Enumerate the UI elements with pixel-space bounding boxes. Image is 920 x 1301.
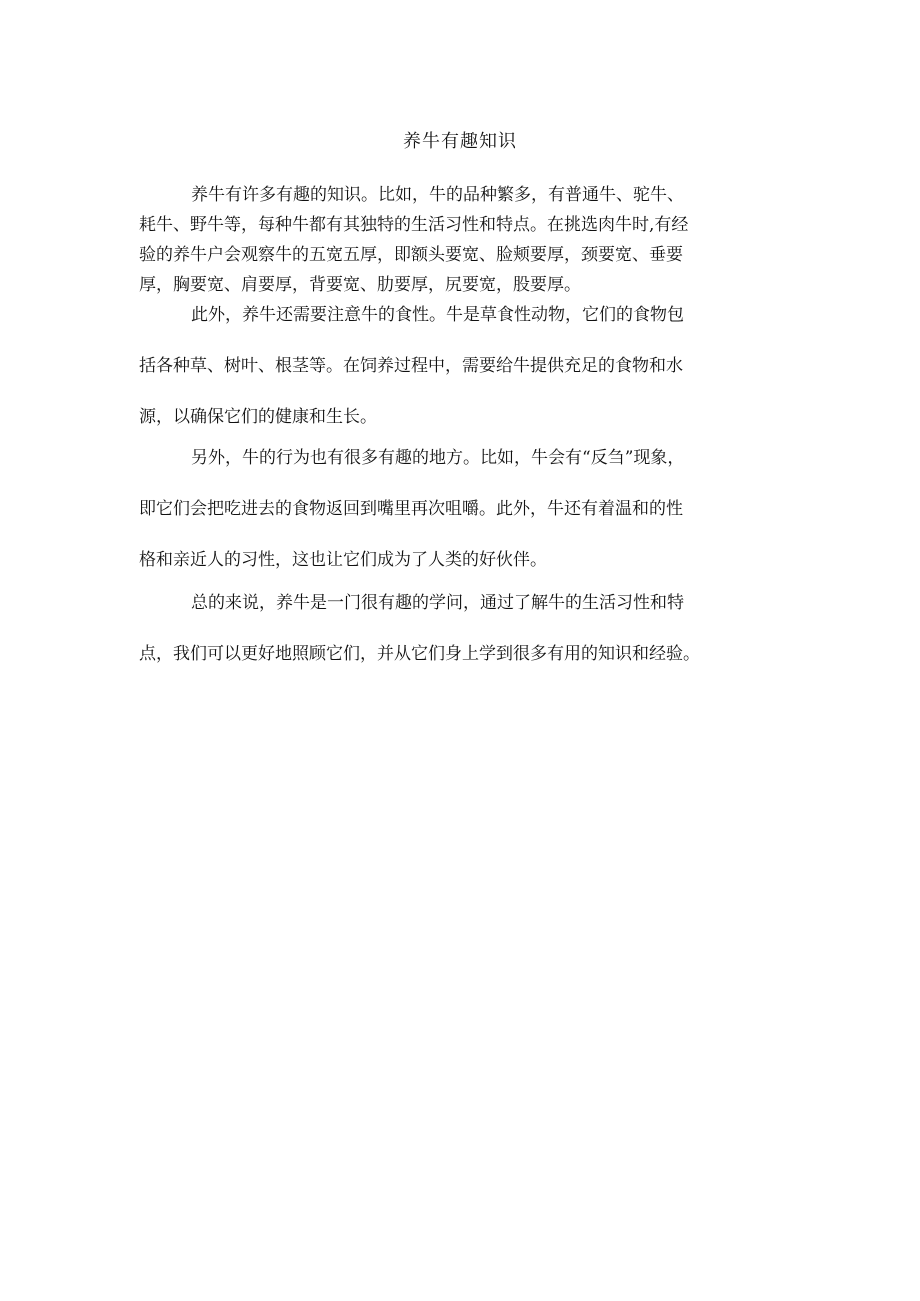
paragraph-line: 点，我们可以更好地照顾它们，并从它们身上学到很多有用的知识和经验。 bbox=[139, 644, 700, 664]
paragraph-line: 括各种草、树叶、根茎等。在饲养过程中，需要给牛提供充足的食物和水 bbox=[139, 356, 683, 376]
paragraph-line: 源，以确保它们的健康和生长。 bbox=[139, 407, 377, 427]
paragraph-line: 耗牛、野牛等，每种牛都有其独特的生活习性和特点。在挑选肉牛时,有经 bbox=[139, 215, 689, 235]
paragraph-feeding-habits bbox=[139, 297, 799, 450]
paragraph-line: 验的养牛户会观察牛的五宽五厚，即额头要宽、脸颊要厚，颈要宽、垂要 bbox=[139, 245, 683, 265]
paragraph-line: 此外，养牛还需要注意牛的食性。牛是草食性动物，它们的食物包 bbox=[191, 305, 684, 325]
paragraph-line: 即它们会把吃进去的食物返回到嘴里再次咀嚼。此外，牛还有着温和的性 bbox=[139, 499, 683, 519]
paragraph-line: 另外，牛的行为也有很多有趣的地方。比如，牛会有“反刍”现象， bbox=[191, 448, 685, 468]
paragraph-cattle-behavior bbox=[139, 440, 799, 593]
paragraph-line: 厚，胸要宽、肩要厚，背要宽、肋要厚，尻要宽，股要厚。 bbox=[139, 275, 581, 295]
paragraph-conclusion bbox=[139, 585, 799, 687]
paragraph-cattle-breeds bbox=[139, 180, 799, 300]
paragraph-line: 格和亲近人的习性，这也让它们成为了人类的好伙伴。 bbox=[139, 550, 547, 570]
paragraph-line: 总的来说，养牛是一门很有趣的学问，通过了解牛的生活习性和特 bbox=[191, 593, 684, 613]
document-title: 养牛有趣知识 bbox=[403, 131, 517, 152]
paragraph-line: 养牛有许多有趣的知识。比如，牛的品种繁多，有普通牛、驼牛、 bbox=[191, 185, 684, 205]
